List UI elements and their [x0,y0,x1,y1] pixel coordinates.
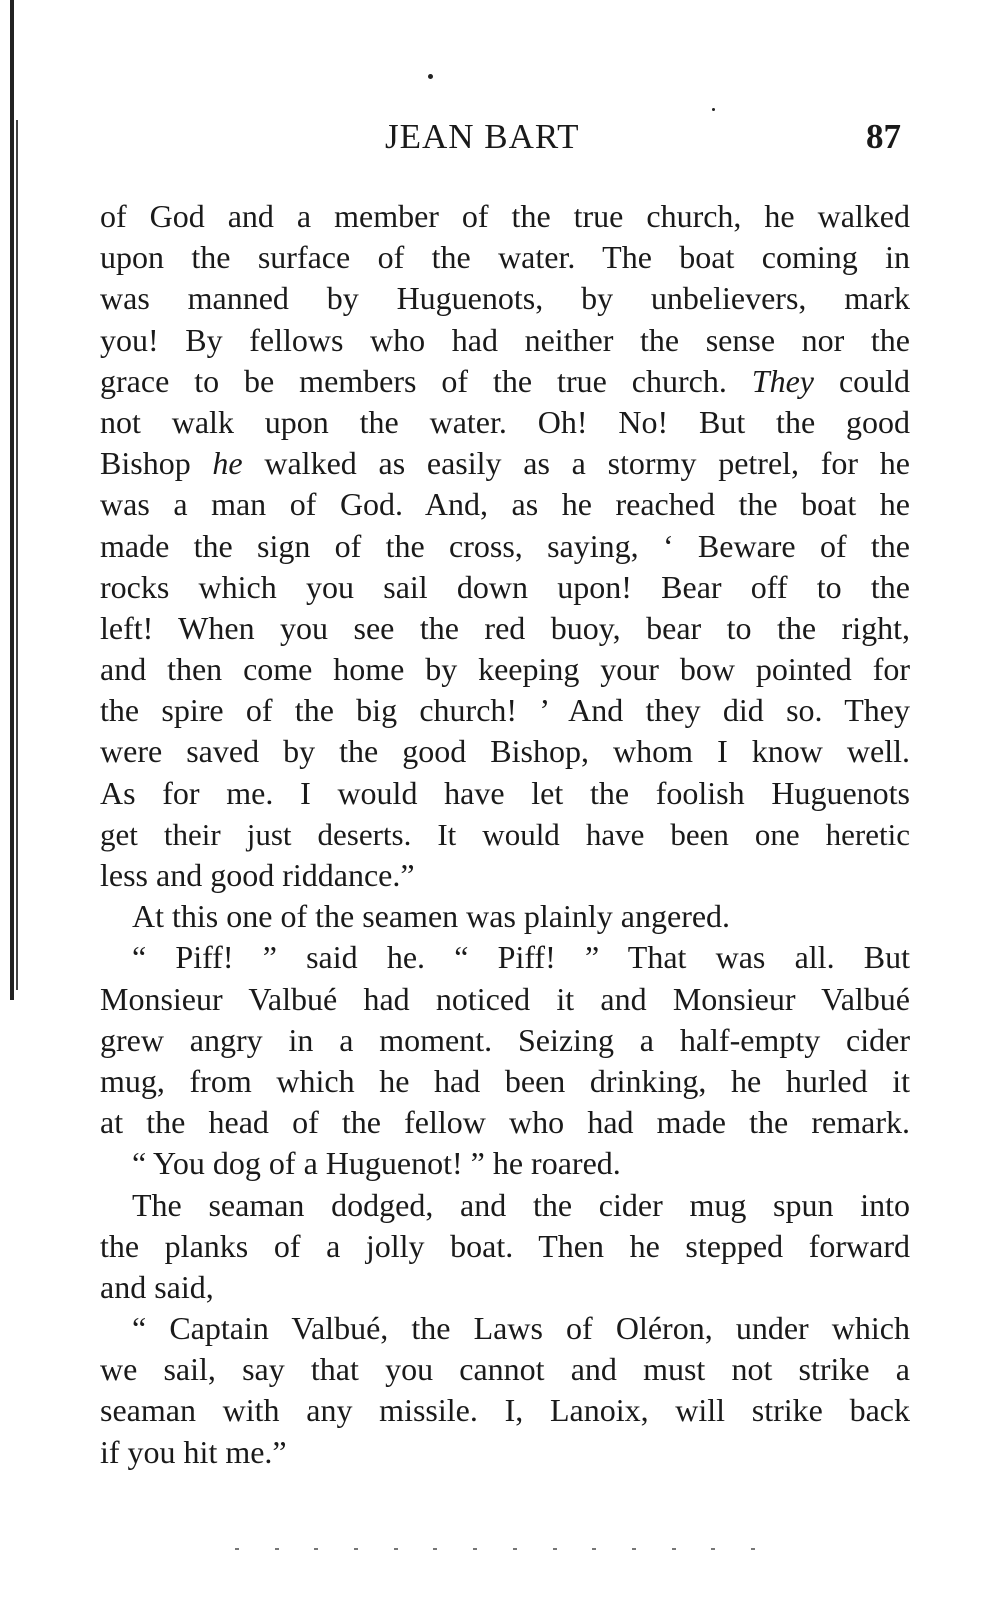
text-line: and then come home by keeping your bow pointed for [100,651,910,688]
text-line: the spire of the big church! ’ And they did so. They [100,692,910,729]
text-segment: grace to be members of the true church. [100,362,727,399]
text-line: At this one of the seamen was plainly angered. [132,898,731,935]
text-line: The seaman dodged, and the cider mug spun into [132,1186,910,1223]
text-line: made the sign of the cross, saying, ‘ Beware of the [100,527,910,564]
text-line: if you hit me.” [100,1433,287,1470]
text-segment: could [838,362,911,399]
binding-shadow-inner [16,120,18,990]
text-line: “ Captain Valbué, the Laws of Oléron, under which [132,1310,910,1347]
text-line: “ Piff! ” said he. “ Piff! ” That was all. But [132,939,910,976]
text-segment: walked as easily as a stormy petrel, for he [264,445,911,482]
text-line: rocks which you sail down upon! Bear off to the [100,568,910,605]
text-line: of God and a member of the true church, he walked [100,198,910,234]
text-line: seaman with any missile. I, Lanoix, will strike back [100,1392,910,1429]
text-line: you! By fellows who had neither the sense nor the [100,321,910,358]
text-line [100,443,910,484]
scan-speck [712,108,715,111]
text-line: mug, from which he had been drinking, he hurled it [100,1062,910,1099]
italic-word: They [751,362,814,399]
text-line: was a man of God. And, as he reached the boat he [100,486,910,523]
text-line: were saved by the good Bishop, whom I know well. [100,733,910,770]
text-line: the planks of a jolly boat. Then he stepped forward [100,1227,910,1264]
running-title: JEAN BART [385,117,580,156]
text-line: at the head of the fellow who had made the remark. [100,1104,910,1141]
text-line: less and good riddance.” [100,857,415,893]
scan-speck [428,74,433,79]
italic-word: he [212,445,243,482]
text-line: not walk upon the water. Oh! No! But the good [100,403,910,440]
text-line: get their just deserts. It would have been one heretic [100,816,910,852]
body-text [100,196,910,1473]
text-line: “ You dog of a Huguenot! ” he roared. [132,1145,621,1182]
text-line: and said, [100,1268,214,1305]
text-line: grew angry in a moment. Seizing a half-empty cider [100,1021,910,1058]
text-segment: Bishop [100,445,191,482]
text-line [100,361,910,402]
page-header [0,112,1000,162]
text-line: we sail, say that you cannot and must not strike a [100,1351,910,1388]
text-line: was manned by Huguenots, by unbelievers, mark [100,280,910,317]
text-line: upon the surface of the water. The boat coming in [100,239,910,276]
text-line: Monsieur Valbué had noticed it and Monsieur Valbué [100,980,910,1017]
page-number: 87 [866,117,901,156]
scan-artifact-dots [235,1545,755,1553]
text-line: left! When you see the red buoy, bear to the right, [100,609,910,646]
text-line: As for me. I would have let the foolish Huguenots [100,774,910,811]
